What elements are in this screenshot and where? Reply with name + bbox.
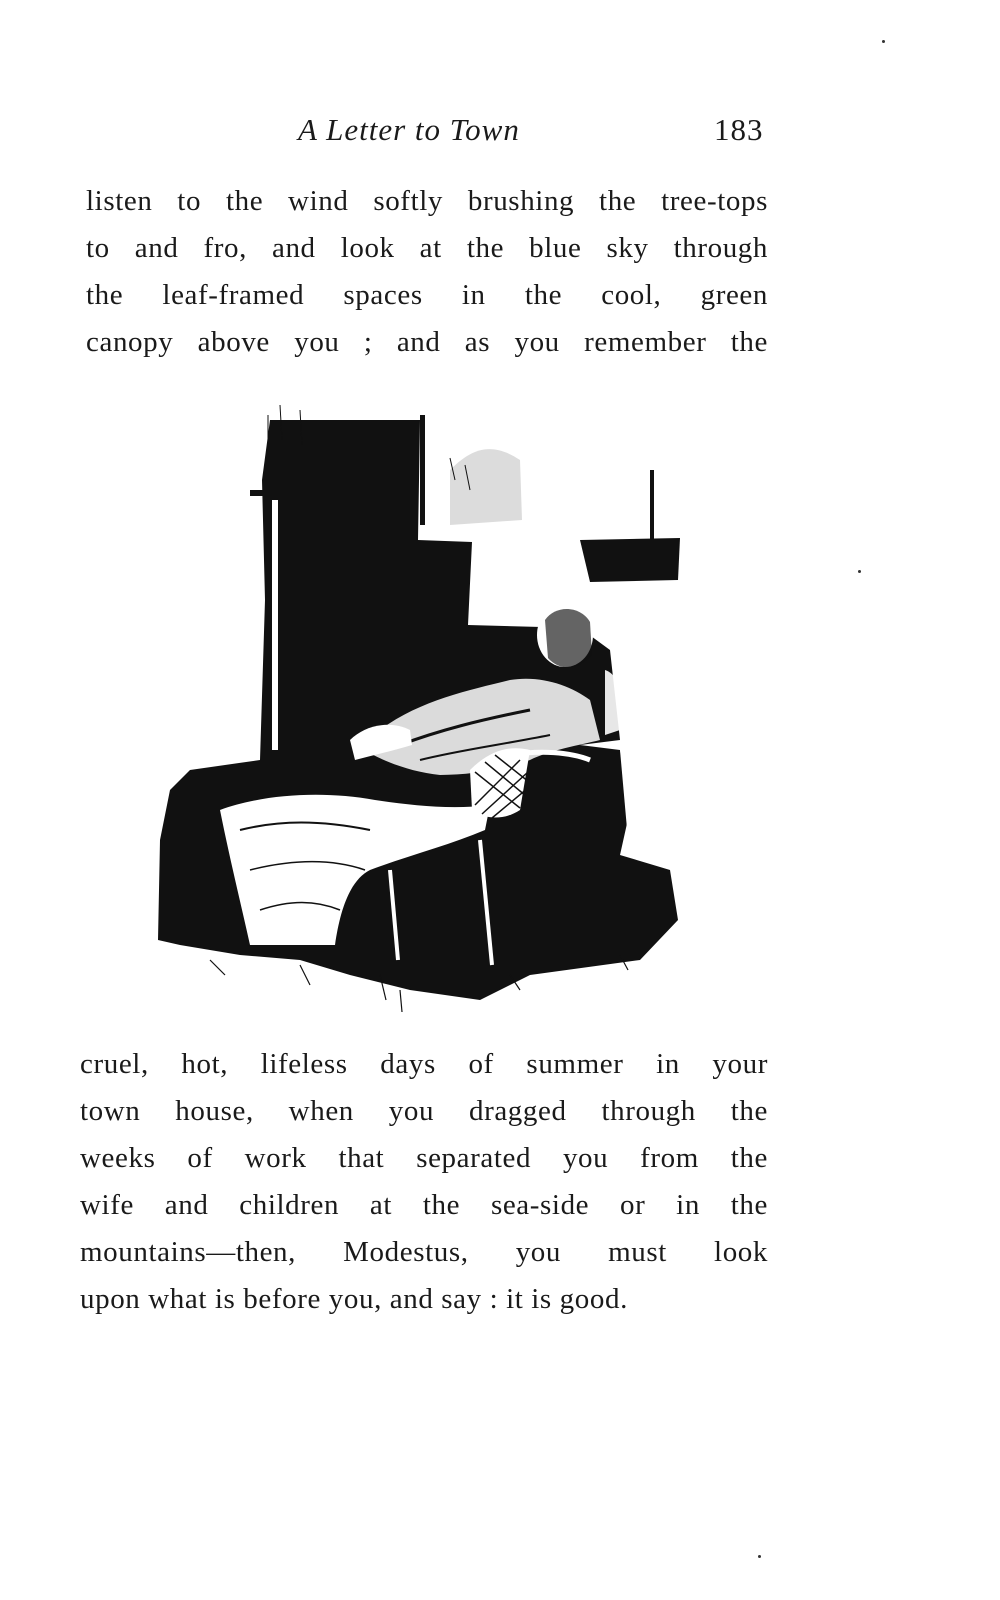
- page-number: 183: [714, 112, 764, 147]
- text-line: upon what is before you, and say : it is good.: [80, 1283, 628, 1315]
- text-line: to and fro, and look at the blue sky through: [86, 232, 768, 264]
- text-line: wife and children at the sea-side or in the: [80, 1189, 768, 1221]
- running-title: A Letter to Town: [298, 112, 520, 147]
- text-line: listen to the wind softly brushing the tree-tops: [86, 185, 768, 217]
- paper-speck: [882, 40, 885, 43]
- paragraph-top: [86, 178, 768, 366]
- paragraph-bottom: [80, 1041, 768, 1323]
- running-head: [0, 112, 1000, 152]
- text-line: town house, when you dragged through the: [80, 1095, 768, 1127]
- text-line: mountains—then, Modestus, you must look: [80, 1236, 768, 1268]
- paper-speck: [858, 570, 861, 573]
- text-line: cruel, hot, lifeless days of summer in your: [80, 1048, 768, 1080]
- illustration-man-in-chair: [150, 400, 690, 1030]
- text-line: canopy above you ; and as you remember the: [86, 326, 768, 358]
- text-line: the leaf-framed spaces in the cool, green: [86, 279, 768, 311]
- illustration-drawing: [150, 400, 690, 1030]
- paper-speck: [758, 1555, 761, 1558]
- text-line: weeks of work that separated you from the: [80, 1142, 768, 1174]
